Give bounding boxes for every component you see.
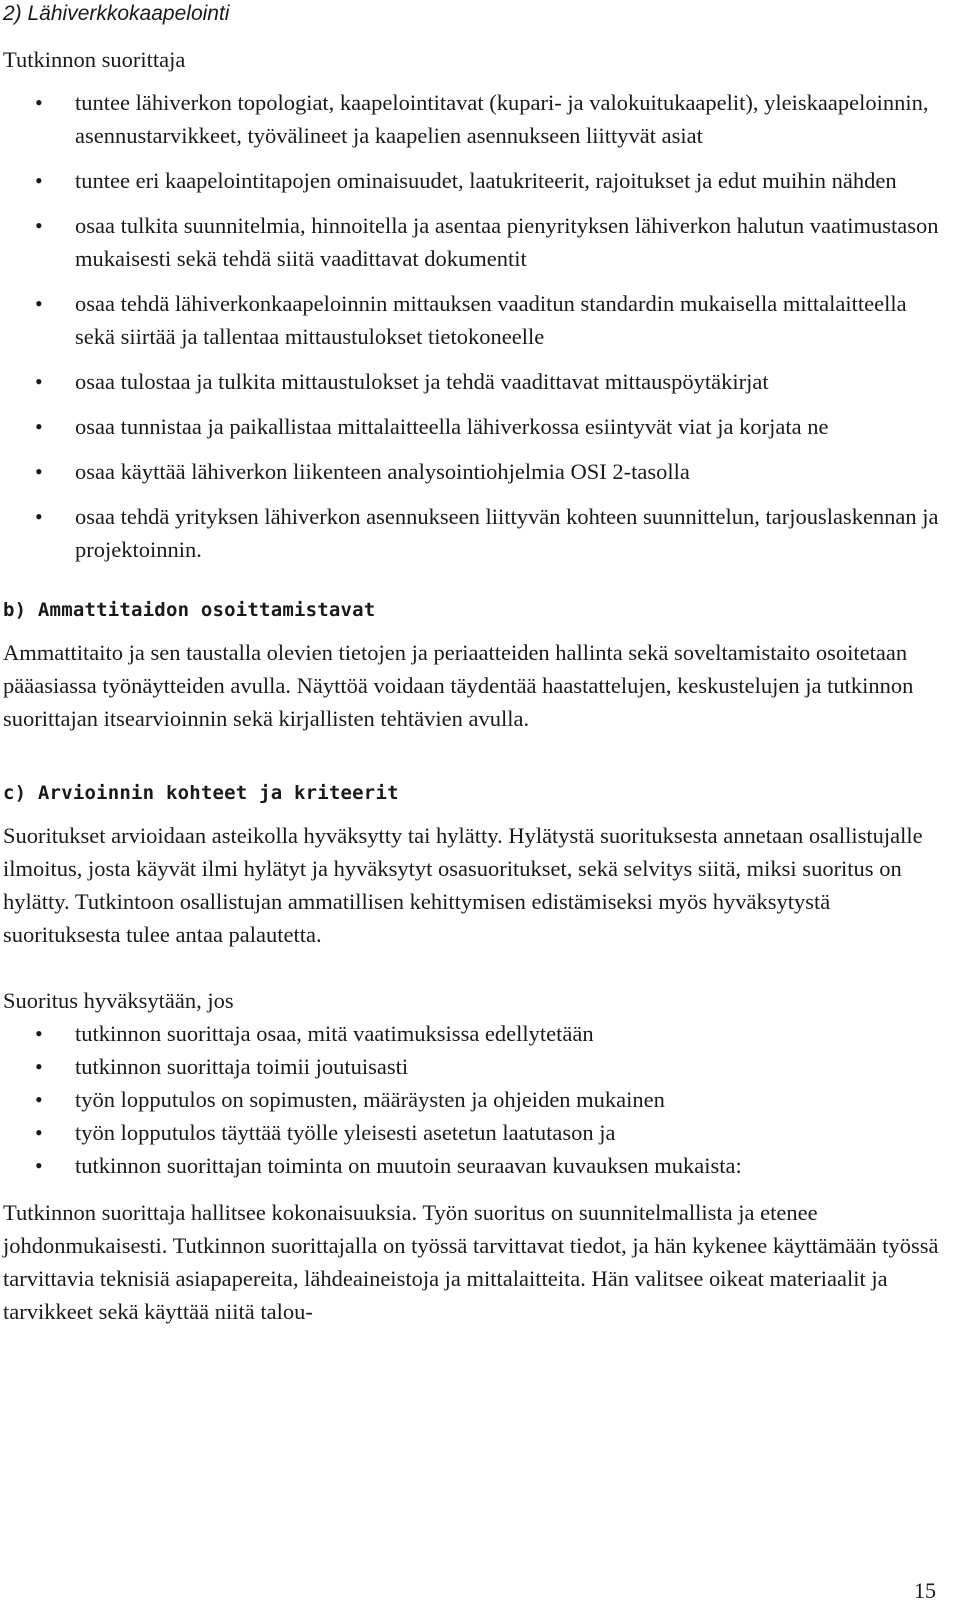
list-item: • työn lopputulos täyttää työlle yleisesti asetetun laatutason ja bbox=[3, 1116, 943, 1149]
list-item: • tutkinnon suorittaja toimii joutuisasti bbox=[3, 1050, 943, 1083]
list-item: • tutkinnon suorittaja osaa, mitä vaatimuksissa edellytetään bbox=[3, 1017, 943, 1050]
accept-label: Suoritus hyväksytään, jos bbox=[3, 988, 234, 1013]
heading-c: c) Arvioinnin kohteet ja kriteerit bbox=[3, 782, 399, 804]
list-item: • osaa käyttää lähiverkon liikenteen analysointiohjelmia OSI 2-tasolla bbox=[3, 455, 943, 488]
intro-label: Tutkinnon suorittaja bbox=[3, 47, 186, 72]
list-item: • työn lopputulos on sopimusten, määräysten ja ohjeiden mukainen bbox=[3, 1083, 943, 1116]
paragraph-c: Suoritukset arvioidaan asteikolla hyväksytty tai hylätty. Hylätystä suorituksesta annetaan osallistujalle ilmoitus, josta käyvät ilmi hylätyt ja hyväksytyt osasuoritukset, sekä selvitys siitä, miksi suoritus on hylätty. Tutkintoon osallistujan ammatillisen kehittymisen edistämiseksi myös hyväksytystä suorituksesta tulee antaa palautetta. bbox=[3, 823, 923, 947]
list-item: • osaa tulostaa ja tulkita mittaustulokset ja tehdä vaadittavat mittauspöytäkirjat bbox=[3, 365, 943, 398]
accept-conditions-list bbox=[3, 1017, 943, 1182]
list-item: • osaa tehdä lähiverkonkaapeloinnin mittauksen vaaditun standardin mukaisella mittalaitteella sekä siirtää ja tallentaa mittaustulokset tietokoneelle bbox=[3, 287, 943, 353]
list-item: • tutkinnon suorittajan toiminta on muutoin seuraavan kuvauksen mukaista: bbox=[3, 1149, 943, 1182]
skills-list bbox=[3, 86, 943, 566]
document-page bbox=[3, 0, 943, 1328]
list-item: • osaa tehdä yrityksen lähiverkon asennukseen liittyvän kohteen suunnittelun, tarjouslaskennan ja projektoinnin. bbox=[3, 500, 943, 566]
paragraph-b: Ammattitaito ja sen taustalla olevien tietojen ja periaatteiden hallinta sekä soveltamistaito osoitetaan pääasiassa työnäytteiden avulla. Näyttöä voidaan täydentää haastattelujen, keskustelujen ja tutkinnon suorittajan itsearvioinnin sekä kirjallisten tehtävien avulla. bbox=[3, 640, 914, 731]
list-item: • osaa tunnistaa ja paikallistaa mittalaitteella lähiverkossa esiintyvät viat ja korjata ne bbox=[3, 410, 943, 443]
heading-b: b) Ammattitaidon osoittamistavat bbox=[3, 599, 376, 621]
list-item: • tuntee lähiverkon topologiat, kaapelointitavat (kupari- ja valokuitukaapelit), yleiskaapeloinnin, asennustarvikkeet, työvälineet ja kaapelien asennukseen liittyvät asiat bbox=[3, 86, 943, 152]
section-title: 2) Lähiverkkokaapelointi bbox=[3, 2, 230, 25]
list-item: • osaa tulkita suunnitelmia, hinnoitella ja asentaa pienyrityksen lähiverkon halutun vaatimustason mukaisesti sekä tehdä siitä vaadittavat dokumentit bbox=[3, 209, 943, 275]
final-paragraph: Tutkinnon suorittaja hallitsee kokonaisuuksia. Työn suoritus on suunnitelmallista ja etenee johdonmukaisesti. Tutkinnon suorittajalla on työssä tarvittavat tiedot, ja hän kykenee käyttämään työssä tarvittavia teknisiä asiapapereita, lähdeaineistoja ja mittalaitteita. Hän valitsee oikeat materiaalit ja tarvikkeet sekä käyttää niitä talou- bbox=[3, 1200, 939, 1324]
page-number: 15 bbox=[914, 1578, 936, 1603]
list-item: • tuntee eri kaapelointitapojen ominaisuudet, laatukriteerit, rajoitukset ja edut muihin nähden bbox=[3, 164, 943, 197]
